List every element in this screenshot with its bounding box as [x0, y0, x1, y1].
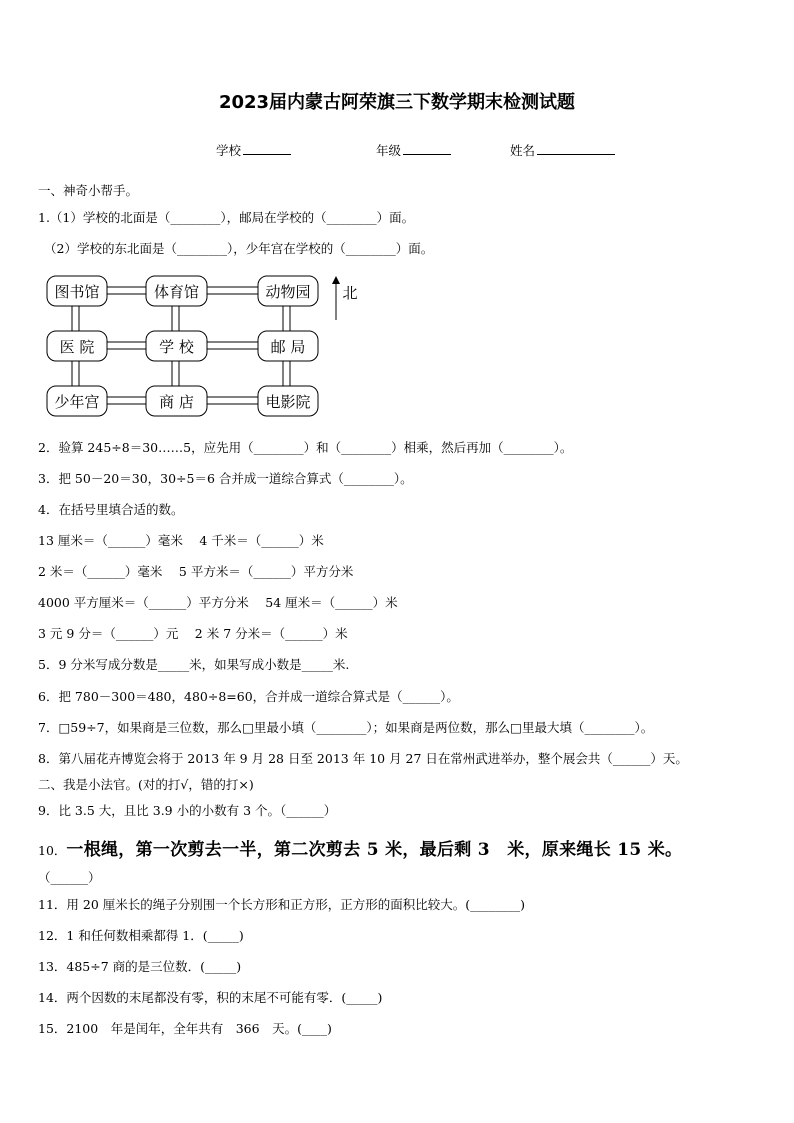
question-10: [38, 835, 682, 860]
question-4-line-1: 13 厘米＝（______）毫米 4 千米＝（______）米: [38, 533, 324, 548]
name-field[interactable]: [510, 141, 615, 159]
question-5: 5．9 分米写成分数是_____米，如果写成小数是_____米.: [38, 657, 350, 672]
map-gym: 体育馆: [153, 283, 200, 301]
page-title: 2023届内蒙古阿荣旗三下数学期末检测试题: [218, 92, 576, 113]
question-4-line-2: 2 米＝（______）毫米 5 平方米＝（______）平方分米: [38, 564, 354, 579]
map-cinema: 电影院: [265, 393, 311, 411]
section-1-heading: 一、神奇小帮手。: [38, 183, 139, 198]
question-4-line-3: 4000 平方厘米＝（______）平方分米 54 厘米＝（______）米: [38, 595, 398, 610]
question-1-part-2: （2）学校的东北面是（________），少年宫在学校的（________）面。: [44, 241, 434, 256]
question-15: 15．2100 年是闰年，全年共有 366 天。(____): [38, 1021, 332, 1036]
question-6: 6．把 780－300＝480，480÷8=60，合并成一道综合算式是（______）。: [38, 689, 459, 704]
question-14: 14．两个因数的末尾都没有零，积的末尾不可能有零．(_____): [38, 990, 383, 1005]
question-4: 4．在括号里填合适的数。: [38, 502, 184, 517]
question-9: 9．比 3.5 大，且比 3.9 小的小数有 3 个。（______）: [38, 803, 337, 818]
grade-label: 年级: [376, 143, 402, 158]
question-3: 3．把 50－20＝30，30÷5＝6 合并成一道综合算式（________）。: [38, 471, 413, 486]
question-1-part-1: 1.（1）学校的北面是（________），邮局在学校的（________）面。: [38, 210, 415, 225]
question-4-line-4: 3 元 9 分＝（______）元 2 米 7 分米＝（______）米: [38, 626, 348, 641]
school-field[interactable]: [216, 141, 291, 159]
map-zoo: 动物园: [265, 283, 311, 301]
question-10-number: 10．: [38, 843, 67, 858]
question-2: 2．验算 245÷8＝30……5，应先用（________）和（________）相乘，然后再加（________）。: [38, 440, 573, 455]
map-youth-palace: 少年宫: [54, 393, 100, 411]
question-8: 8．第八届花卉博览会将于 2013 年 9 月 28 日至 2013 年 10 月 27 日在常州武进举办，整个展会共（______）天。: [38, 751, 688, 766]
question-7: 7．□59÷7，如果商是三位数，那么□里最小填（________）；如果商是两位数，那么□里最大填（________）。: [38, 720, 654, 735]
map-store: 商 店: [159, 393, 194, 411]
north-arrowhead-icon: [332, 276, 340, 284]
question-10-text: 一根绳，第一次剪去一半，第二次剪去 5 米，最后剩 3 米，原来绳长 15 米。: [66, 840, 683, 860]
question-13: 13．485÷7 商的是三位数．(_____): [38, 959, 242, 974]
map-library: 图书馆: [54, 283, 100, 301]
question-10-blank: （______）: [38, 870, 101, 885]
question-12: 12．1 和任何数相乘都得 1．(_____): [38, 928, 244, 943]
section-2-heading: 二、我是小法官。(对的打√，错的打×): [38, 777, 254, 792]
name-blank[interactable]: [537, 142, 615, 155]
question-11: 11．用 20 厘米长的绳子分别围一个长方形和正方形，正方形的面积比较大。(________): [38, 897, 526, 912]
school-blank[interactable]: [243, 142, 291, 155]
map-hospital: 医 院: [59, 338, 95, 356]
grade-blank[interactable]: [403, 142, 451, 155]
map-post-office: 邮 局: [270, 338, 306, 356]
grade-field[interactable]: [376, 141, 451, 159]
name-label: 姓名: [510, 143, 536, 158]
school-label: 学校: [216, 143, 242, 158]
map-north-label: 北: [342, 284, 358, 302]
campus-map-diagram: [40, 268, 380, 428]
map-school: 学 校: [159, 338, 194, 356]
